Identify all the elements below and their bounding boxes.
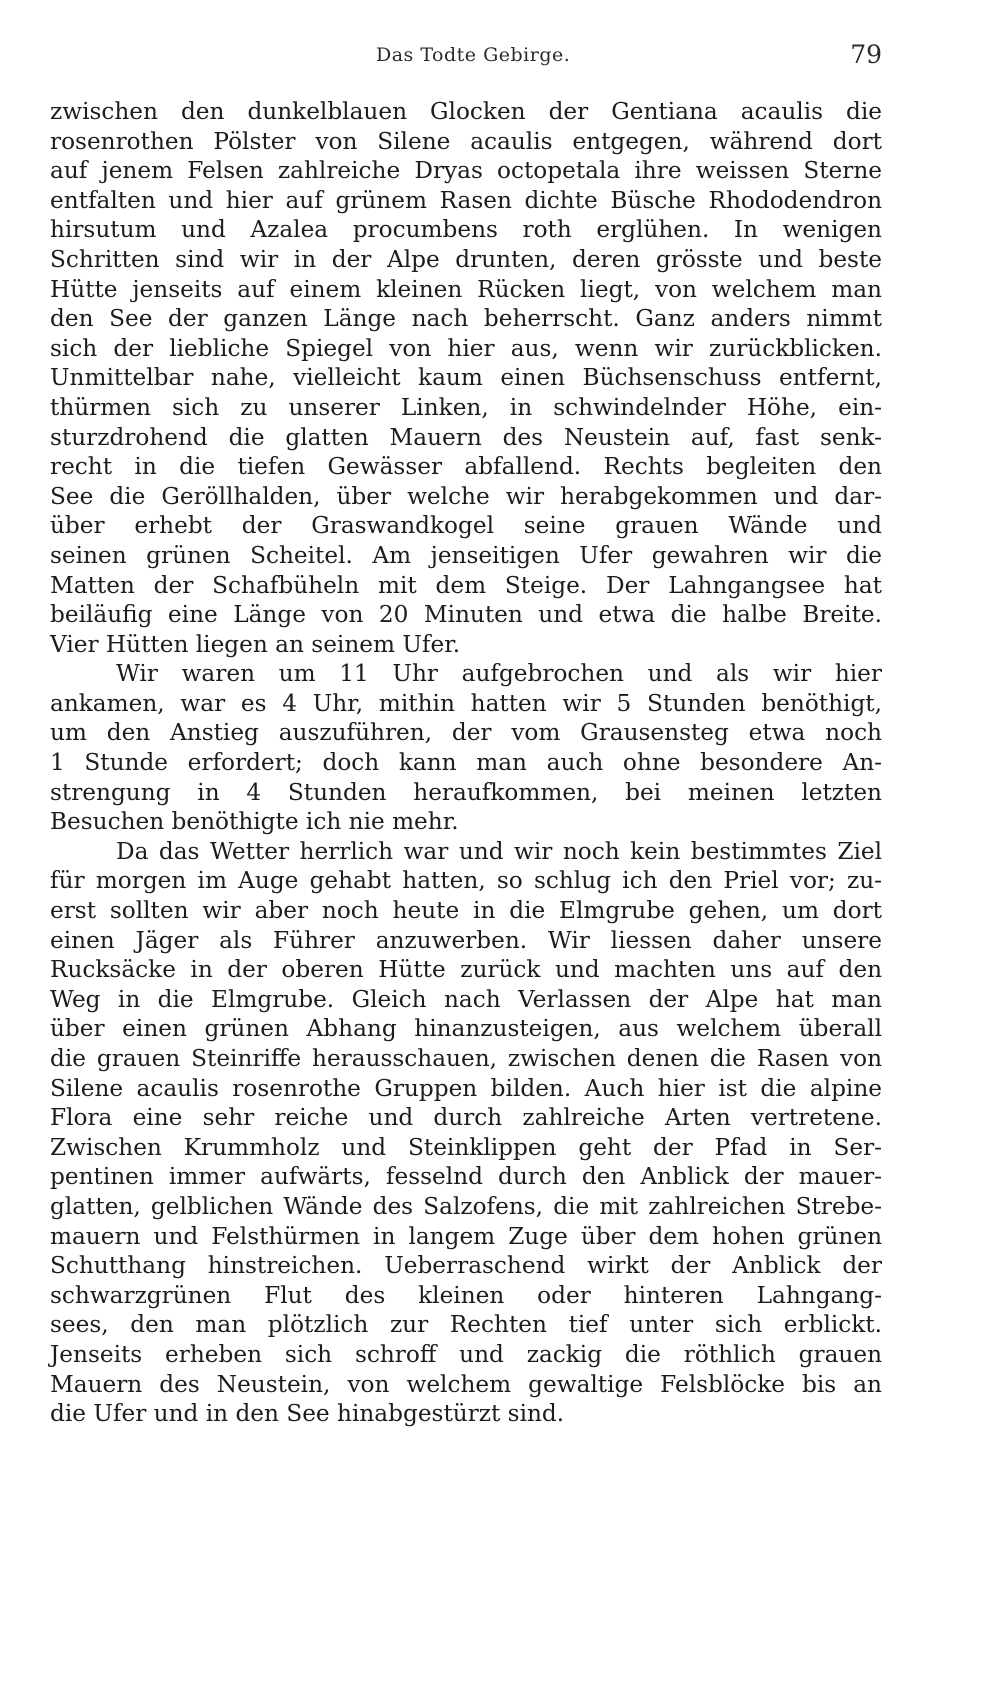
text-line: Besuchen benöthigte ich nie mehr. — [50, 808, 459, 836]
text-line: mauern und Felsthürmen in langem Zuge über dem hohen grünen — [50, 1222, 882, 1250]
text-line: sees, den man plötzlich zur Rechten tief unter sich erblickt. — [50, 1311, 882, 1339]
text-line: schwarzgrünen Flut des kleinen oder hinteren Lahngang- — [50, 1281, 882, 1309]
text-line: sturzdrohend die glatten Mauern des Neustein auf, fast senk- — [50, 423, 882, 451]
text-line: einen Jäger als Führer anzuwerben. Wir liessen daher unsere — [50, 926, 882, 954]
text-line: Schutthang hinstreichen. Ueberraschend wirkt der Anblick der — [50, 1252, 882, 1280]
text-line: über einen grünen Abhang hinanzusteigen, aus welchem überall — [50, 1015, 882, 1043]
paragraph — [50, 659, 882, 837]
text-line: entfalten und hier auf grünem Rasen dichte Büsche Rhododendron — [50, 186, 882, 214]
text-line: die Ufer und in den See hinabgestürzt sind. — [50, 1400, 565, 1428]
paragraph — [50, 97, 882, 659]
text-line: pentinen immer aufwärts, fesselnd durch den Anblick der mauer- — [50, 1163, 882, 1191]
text-line: thürmen sich zu unserer Linken, in schwindelnder Höhe, ein- — [50, 393, 882, 421]
text-line: für morgen im Auge gehabt hatten, so schlug ich den Priel vor; zu- — [50, 867, 882, 895]
text-line: ankamen, war es 4 Uhr, mithin hatten wir 5 Stunden benöthigt, — [50, 689, 882, 717]
text-line: Hütte jenseits auf einem kleinen Rücken liegt, von welchem man — [50, 275, 882, 303]
text-line: auf jenem Felsen zahlreiche Dryas octopetala ihre weissen Sterne — [50, 157, 882, 185]
running-head — [50, 40, 882, 78]
text-line: rosenrothen Pölster von Silene acaulis entgegen, während dort — [50, 127, 882, 155]
text-line: Unmittelbar nahe, vielleicht kaum einen Büchsenschuss entfernt, — [50, 364, 882, 392]
text-line: Schritten sind wir in der Alpe drunten, deren grösste und beste — [50, 245, 882, 273]
text-line: Da das Wetter herrlich war und wir noch kein bestimmtes Ziel — [116, 837, 882, 865]
page-number: 79 — [850, 40, 882, 69]
text-line: Jenseits erheben sich schroff und zackig die röthlich grauen — [50, 1340, 882, 1368]
text-line: glatten, gelblichen Wände des Salzofens, die mit zahlreichen Strebe- — [50, 1192, 882, 1220]
running-title: Das Todte Gebirge. — [376, 44, 571, 66]
text-line: seinen grünen Scheitel. Am jenseitigen Ufer gewahren wir die — [50, 541, 882, 569]
text-line: Matten der Schafbüheln mit dem Steige. Der Lahngangsee hat — [50, 571, 882, 599]
text-line: beiläufig eine Länge von 20 Minuten und etwa die halbe Breite. — [50, 601, 882, 629]
text-line: Silene acaulis rosenrothe Gruppen bilden. Auch hier ist die alpine — [50, 1074, 882, 1102]
text-line: Wir waren um 11 Uhr aufgebrochen und als wir hier — [116, 660, 882, 688]
text-line: um den Anstieg auszuführen, der vom Grausensteg etwa noch — [50, 719, 882, 747]
text-line: 1 Stunde erfordert; doch kann man auch ohne besondere An- — [50, 749, 882, 777]
text-line: sich der liebliche Spiegel von hier aus, wenn wir zurückblicken. — [50, 334, 882, 362]
text-line: hirsutum und Azalea procumbens roth erglühen. In wenigen — [50, 216, 882, 244]
text-line: über erhebt der Graswandkogel seine grauen Wände und — [50, 512, 882, 540]
text-line: Rucksäcke in der oberen Hütte zurück und machten uns auf den — [50, 956, 882, 984]
text-line: recht in die tiefen Gewässer abfallend. Rechts begleiten den — [50, 453, 882, 481]
text-line: See die Geröllhalden, über welche wir herabgekommen und dar- — [50, 482, 882, 510]
body-text — [50, 97, 882, 1429]
text-line: den See der ganzen Länge nach beherrscht. Ganz anders nimmt — [50, 305, 882, 333]
text-line: Flora eine sehr reiche und durch zahlreiche Arten vertretene. — [50, 1104, 882, 1132]
paragraph — [50, 837, 882, 1429]
text-line: strengung in 4 Stunden heraufkommen, bei meinen letzten — [50, 778, 882, 806]
text-line: Weg in die Elmgrube. Gleich nach Verlassen der Alpe hat man — [50, 985, 882, 1013]
text-line: zwischen den dunkelblauen Glocken der Gentiana acaulis die — [50, 98, 882, 125]
text-line: Vier Hütten liegen an seinem Ufer. — [50, 630, 461, 658]
text-line: die grauen Steinriffe herausschauen, zwischen denen die Rasen von — [50, 1045, 882, 1072]
text-line: Mauern des Neustein, von welchem gewaltige Felsblöcke bis an — [50, 1370, 882, 1398]
text-line: Zwischen Krummholz und Steinklippen geht der Pfad in Ser- — [50, 1133, 882, 1161]
text-line: erst sollten wir aber noch heute in die Elmgrube gehen, um dort — [50, 897, 882, 925]
